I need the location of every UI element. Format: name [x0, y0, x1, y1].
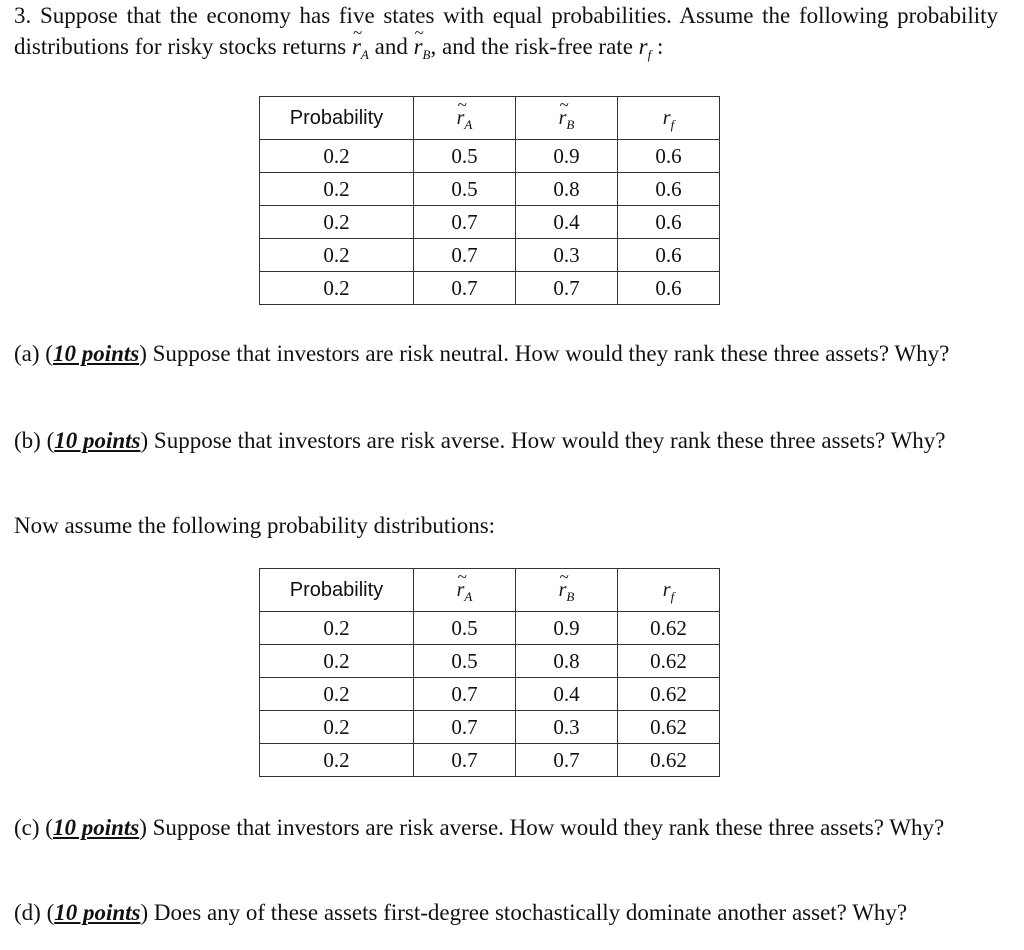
table-cell: 0.2 [260, 206, 414, 239]
table-cell: 0.5 [414, 612, 516, 645]
table-cell: 0.7 [414, 744, 516, 777]
problem-intro: 3. Suppose that the economy has five states with equal probabilities. Assume the following probability distributions for risky stocks returns ~ $r_A$ and ~ $r_B$, and the risk-free rate $r_f$ : [14, 0, 998, 62]
question-b: (b) (10 points) Suppose that investors are risk averse. How would they rank these three assets? Why? [14, 428, 946, 453]
points-label: 10 points [52, 815, 140, 840]
table-cell: 0.7 [516, 272, 618, 305]
table-row [260, 173, 720, 206]
table-row [260, 678, 720, 711]
table-cell: 0.8 [516, 645, 618, 678]
table-row [260, 239, 720, 272]
table-cell: 0.62 [618, 612, 720, 645]
table-row [260, 645, 720, 678]
table-cell: 0.7 [516, 744, 618, 777]
table-cell: 0.8 [516, 173, 618, 206]
points-label: 10 points [54, 900, 141, 925]
table-cell: 0.6 [618, 239, 720, 272]
table-cell: 0.3 [516, 711, 618, 744]
table-cell: 0.62 [618, 711, 720, 744]
question-c: (c) (10 points) Suppose that investors are risk averse. How would they rank these three assets? Why? [14, 815, 945, 840]
table-cell: 0.7 [414, 239, 516, 272]
table-cell: 0.2 [260, 678, 414, 711]
header-r-b: ~ $r_B$ [516, 97, 618, 140]
table-cell: 0.2 [260, 612, 414, 645]
table-row [260, 140, 720, 173]
table-cell: 0.2 [260, 173, 414, 206]
table-cell: 0.6 [618, 140, 720, 173]
table-row [260, 272, 720, 305]
table-cell: 0.2 [260, 140, 414, 173]
table-cell: 0.7 [414, 678, 516, 711]
header-probability: Probability [260, 97, 414, 140]
table-header-row [260, 569, 720, 612]
table-cell: 0.62 [618, 744, 720, 777]
table-cell: 0.62 [618, 678, 720, 711]
table-cell: 0.9 [516, 612, 618, 645]
probability-table-1 [259, 96, 720, 305]
table-cell: 0.9 [516, 140, 618, 173]
table-cell: 0.5 [414, 140, 516, 173]
intro-text: 3. Suppose that the economy has five states with equal probabilities. Assume the following probability distributions for risky stocks returns [14, 3, 998, 59]
table-cell: 0.7 [414, 206, 516, 239]
symbol-r-b: ~ $r_B$ [414, 34, 431, 59]
table-cell: 0.2 [260, 239, 414, 272]
table-cell: 0.62 [618, 645, 720, 678]
table-row [260, 206, 720, 239]
table-cell: 0.5 [414, 645, 516, 678]
header-probability: Probability [260, 569, 414, 612]
question-a: (a) (10 points) Suppose that investors are risk neutral. How would they rank these three assets? Why? [14, 341, 950, 366]
table-cell: 0.4 [516, 678, 618, 711]
table-cell: 0.6 [618, 272, 720, 305]
table-cell: 0.5 [414, 173, 516, 206]
table-cell: 0.2 [260, 272, 414, 305]
table-cell: 0.2 [260, 744, 414, 777]
table-cell: 0.3 [516, 239, 618, 272]
table-row [260, 711, 720, 744]
header-r-f: $r_f$ [618, 569, 720, 612]
now-assume-text: Now assume the following probability distributions: [14, 513, 496, 538]
symbol-r-a: ~ $r_A$ [352, 34, 369, 59]
table-header-row [260, 97, 720, 140]
points-label: 10 points [52, 341, 140, 366]
points-label: 10 points [54, 428, 141, 453]
probability-table-2 [259, 568, 720, 777]
table-row [260, 612, 720, 645]
header-r-b: ~ $r_B$ [516, 569, 618, 612]
table-row [260, 744, 720, 777]
header-r-f: $r_f$ [618, 97, 720, 140]
question-d: (d) (10 points) Does any of these assets first-degree stochastically dominate another asset? Why? [14, 900, 908, 925]
symbol-r-f: $r_f$ [638, 34, 652, 62]
table-cell: 0.7 [414, 272, 516, 305]
table-cell: 0.7 [414, 711, 516, 744]
table-cell: 0.2 [260, 645, 414, 678]
table-cell: 0.4 [516, 206, 618, 239]
header-r-a: ~ $r_A$ [414, 569, 516, 612]
table-cell: 0.6 [618, 173, 720, 206]
table-cell: 0.2 [260, 711, 414, 744]
table-cell: 0.6 [618, 206, 720, 239]
header-r-a: ~ $r_A$ [414, 97, 516, 140]
